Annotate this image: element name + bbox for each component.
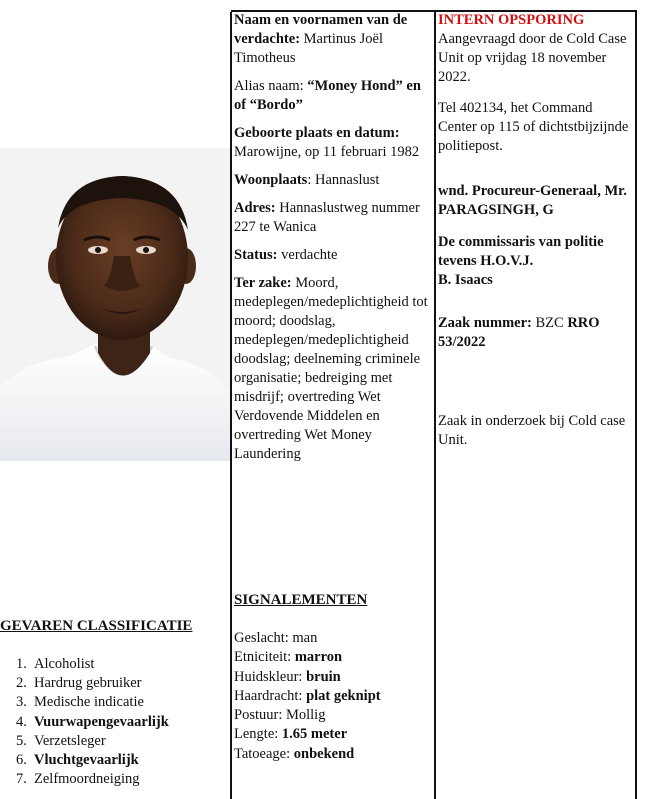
charges-label: Ter zake:: [234, 275, 292, 291]
birth-entry: [234, 124, 434, 162]
residence-label: Woonplaats: [234, 172, 308, 188]
contact-text: Tel 402134, het Command Center op 115 of dichtstbijzijnde politiepost.: [438, 100, 629, 154]
description-label: Tatoeage:: [234, 745, 294, 762]
case-header: [438, 11, 634, 30]
danger-classification-list: [16, 655, 169, 789]
status-entry: [234, 246, 434, 265]
danger-item: [16, 655, 169, 674]
residence-value: : Hannaslust: [307, 172, 380, 188]
description-value: marron: [294, 649, 343, 666]
description-row: [234, 687, 381, 706]
description-label: Lengte:: [234, 726, 282, 743]
danger-item-label: Hardrug gebruiker: [34, 675, 142, 692]
alias-entry: [234, 77, 434, 115]
address-label: Adres:: [234, 200, 276, 216]
description-value: onbekend: [293, 745, 355, 762]
case-number-label: Zaak nummer:: [438, 315, 532, 331]
column-divider-right: [635, 12, 637, 799]
danger-item: [16, 770, 169, 789]
residence-entry: [234, 171, 434, 190]
alias-value: “Money Hond” en of “Bordo”: [234, 78, 421, 113]
address-value: Hannaslustweg nummer 227 te Wanica: [234, 200, 420, 235]
danger-item-label: Zelfmoordneiging: [34, 771, 140, 788]
danger-classification-title: GEVAREN CLASSIFICATIE: [0, 618, 193, 634]
description-value: Mollig: [285, 707, 326, 724]
danger-item-number: 1.: [16, 656, 27, 672]
description-row: [234, 725, 381, 744]
danger-item-label: Vluchtgevaarlijk: [34, 752, 139, 769]
charges-entry: [234, 274, 434, 464]
name-value: Martinus Joël Timotheus: [234, 31, 383, 66]
commissioner-entry: [438, 233, 634, 290]
commissioner-text: De commissaris van politie tevens H.O.V.J.: [438, 234, 604, 269]
name-entry: [234, 11, 434, 68]
request-text: Aangevraagd door de Cold Case Unit op vrijdag 18 november 2022.: [438, 31, 627, 85]
description-row: [234, 745, 381, 764]
suspect-photo: [0, 148, 230, 461]
danger-item-label: Verzetsleger: [34, 732, 106, 749]
suspect-details: [234, 11, 434, 473]
alias-label: Alias naam:: [234, 78, 304, 94]
description-label: Etniciteit:: [234, 649, 295, 666]
danger-item: [16, 751, 169, 770]
descriptions-list: [234, 629, 381, 764]
description-row: [234, 706, 381, 725]
description-label: Geslacht:: [234, 630, 293, 646]
status-label: Status:: [234, 247, 278, 263]
danger-item: [16, 732, 169, 751]
name-label: Naam en voornamen van de verdachte:: [234, 12, 408, 47]
danger-item-number: 3.: [16, 694, 27, 711]
case-number-prefix: BZC: [535, 315, 564, 331]
description-label: Postuur:: [234, 707, 286, 724]
birth-value: Marowijne, op 11 februari 1982: [234, 144, 420, 160]
description-label: Huidskleur:: [234, 668, 307, 685]
column-divider-left: [230, 12, 232, 799]
danger-item-label: Alcoholist: [34, 656, 95, 672]
danger-item-number: 7.: [16, 771, 27, 788]
column-divider-middle: [434, 12, 436, 799]
description-row: [234, 668, 381, 687]
danger-item-number: 5.: [16, 732, 27, 749]
descriptions-title: SIGNALEMENTEN: [234, 592, 368, 608]
danger-item: [16, 693, 169, 712]
case-info: [438, 11, 634, 459]
danger-item: [16, 674, 169, 693]
danger-item-number: 2.: [16, 675, 27, 692]
commissioner-name: B. Isaacs: [438, 272, 493, 288]
description-label: Haardracht:: [234, 687, 307, 704]
description-row: [234, 629, 381, 648]
description-value: man: [292, 630, 318, 646]
prosecutor-text: wnd. Procureur-Generaal, Mr. PARAGSINGH, G: [438, 183, 627, 218]
case-number-entry: [438, 314, 634, 352]
status-value: verdachte: [281, 247, 338, 263]
danger-item-label: Vuurwapengevaarlijk: [34, 713, 169, 730]
birth-label: Geboorte plaats en datum:: [234, 125, 400, 141]
case-header-text: INTERN OPSPORING: [438, 12, 585, 28]
description-value: bruin: [306, 668, 341, 685]
charges-value: Moord, medeplegen/medeplichtigheid tot moord; doodslag, medeplegen/medeplichtigheid doodslag; deelneming criminele organisatie; bedreiging met misdrijf; overtreding Wet Verdovende Middelen en overtreding Wet Money Laundering: [234, 275, 428, 462]
danger-item-number: 4.: [16, 713, 27, 730]
case-number-value: RRO 53/2022: [438, 315, 600, 350]
description-value: 1.65 meter: [281, 726, 348, 743]
description-row: [234, 648, 381, 667]
description-value: plat geknipt: [306, 687, 381, 704]
danger-item: [16, 713, 169, 732]
danger-item-number: 6.: [16, 752, 27, 769]
danger-item-label: Medische indicatie: [34, 694, 144, 711]
suspect-photo-image: [0, 148, 230, 461]
address-entry: [234, 199, 434, 237]
investigation-text: Zaak in onderzoek bij Cold case Unit.: [438, 413, 626, 448]
